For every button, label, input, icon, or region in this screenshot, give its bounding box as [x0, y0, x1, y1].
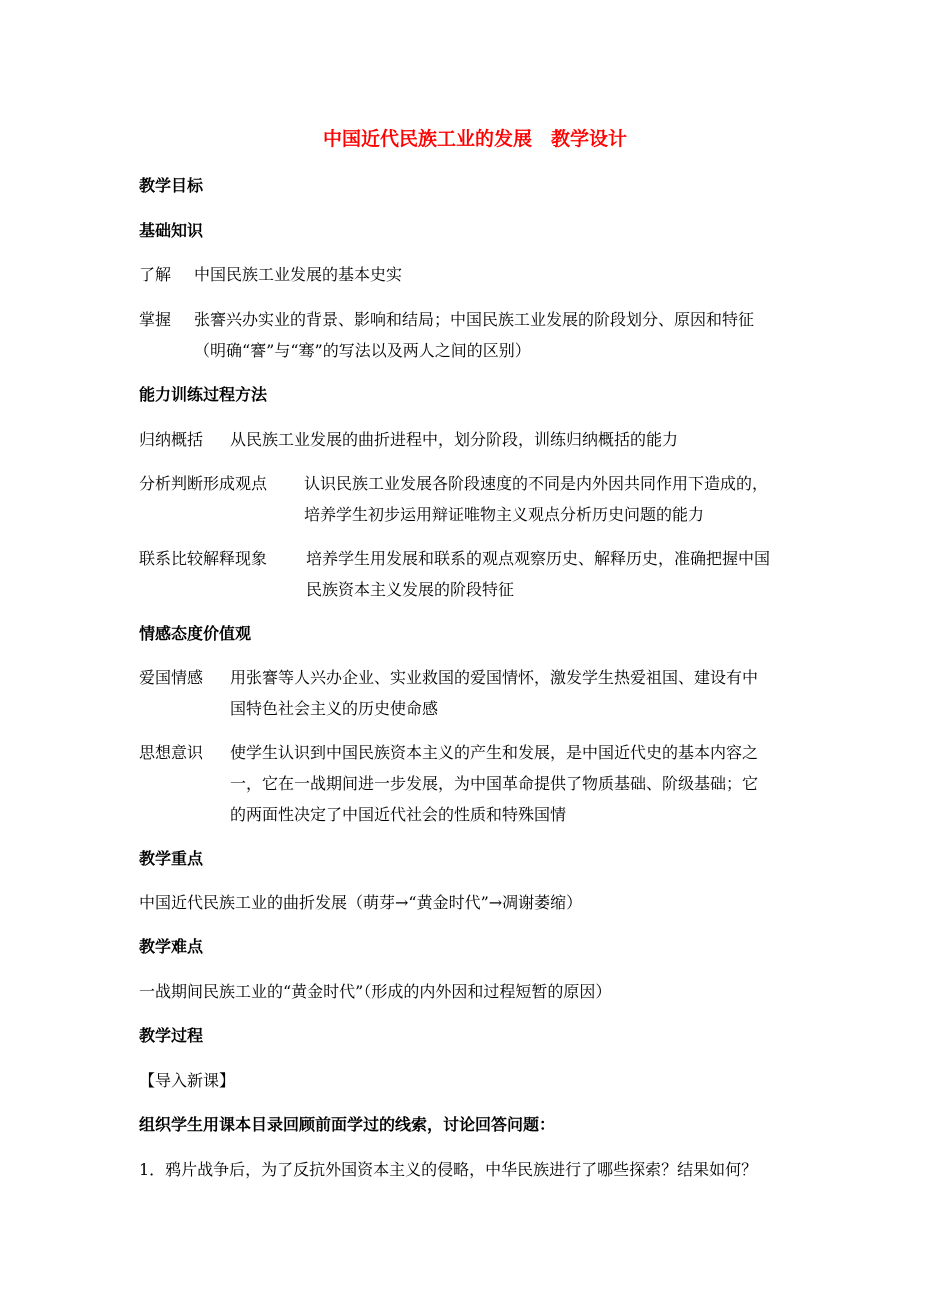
- text-analyze-2: 培养学生初步运用辩证唯物主义观点分析历史问题的能力: [304, 505, 705, 524]
- heading-process: 教学过程: [139, 1026, 204, 1045]
- text-key: 中国近代民族工业的曲折发展（萌芽→“黄金时代”→凋谢萎缩）: [139, 893, 583, 912]
- document-title: 中国近代民族工业的发展 教学设计: [322, 128, 627, 150]
- text-thought-2: 一，它在一战期间进一步发展，为中国革命提供了物质基础、阶级基础；它: [230, 774, 759, 793]
- heading-key: 教学重点: [139, 849, 204, 868]
- text-difficult: 一战期间民族工业的“黄金时代”（形成的内外因和过程短暂的原因）: [139, 982, 612, 1001]
- heading-ability: 能力训练过程方法: [139, 385, 268, 404]
- text-master-1: 张謇兴办实业的背景、影响和结局；中国民族工业发展的阶段划分、原因和特征: [194, 310, 755, 329]
- term-patriot: 爱国情感: [139, 668, 204, 687]
- intro-label: 【导入新课】: [139, 1071, 236, 1090]
- term-master: 掌握: [139, 310, 172, 329]
- text-induce: 从民族工业发展的曲折进程中，划分阶段，训练归纳概括的能力: [230, 430, 679, 449]
- heading-objectives: 教学目标: [139, 176, 204, 195]
- text-thought-3: 的两面性决定了中国近代社会的性质和特殊国情: [230, 805, 567, 824]
- text-patriot-2: 国特色社会主义的历史使命感: [230, 699, 439, 718]
- term-know: 了解: [139, 265, 172, 284]
- heading-emotion: 情感态度价值观: [139, 624, 252, 643]
- term-thought: 思想意识: [139, 743, 204, 762]
- term-connect: 联系比较解释现象: [139, 549, 268, 568]
- text-know: 中国民族工业发展的基本史实: [194, 265, 403, 284]
- question-1: 1．鸦片战争后，为了反抗外国资本主义的侵略，中华民族进行了哪些探索？结果如何？: [139, 1160, 758, 1179]
- heading-difficult: 教学难点: [139, 937, 204, 956]
- heading-knowledge: 基础知识: [139, 221, 204, 240]
- term-analyze: 分析判断形成观点: [139, 474, 268, 493]
- term-induce: 归纳概括: [139, 430, 204, 449]
- organize-text: 组织学生用课本目录回顾前面学过的线索，讨论回答问题：: [139, 1115, 556, 1134]
- text-patriot-1: 用张謇等人兴办企业、实业救国的爱国情怀，激发学生热爱祖国、建设有中: [230, 668, 759, 687]
- text-connect-1: 培养学生用发展和联系的观点观察历史、解释历史，准确把握中国: [306, 549, 771, 568]
- text-thought-1: 使学生认识到中国民族资本主义的产生和发展，是中国近代史的基本内容之: [230, 743, 759, 762]
- text-master-2: （明确“謇”与“骞”的写法以及两人之间的区别）: [194, 341, 531, 360]
- text-analyze-1: 认识民族工业发展各阶段速度的不同是内外因共同作用下造成的，: [304, 474, 769, 493]
- text-connect-2: 民族资本主义发展的阶段特征: [306, 580, 515, 599]
